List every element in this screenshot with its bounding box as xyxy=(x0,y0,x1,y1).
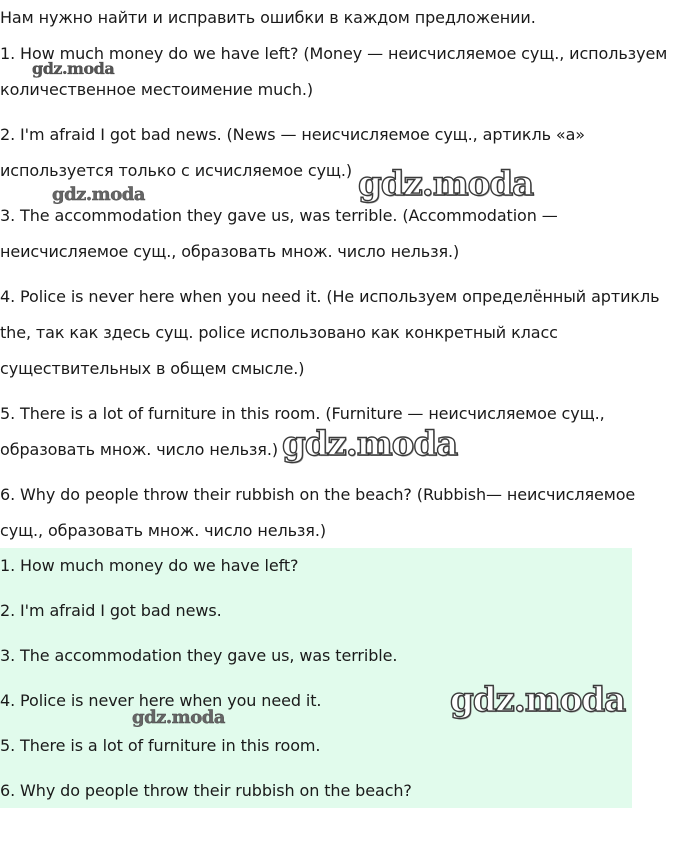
explanation-1-line-1: 1. How much money do we have left? (Money — неисчисляемое сущ., используем xyxy=(0,44,668,63)
explanation-4-line-1: 4. Police is never here when you need it. (Не используем определённый артикль xyxy=(0,287,660,306)
watermark-logo: gdz.moda xyxy=(282,424,458,464)
intro-text: Нам нужно найти и исправить ошибки в каждом предложении. xyxy=(0,8,536,27)
watermark-logo: gdz.moda xyxy=(52,184,145,205)
answer-5: 5. There is a lot of furniture in this room. xyxy=(0,736,321,755)
explanation-6-line-2: сущ., образовать множ. число нельзя.) xyxy=(0,521,326,540)
answer-4: 4. Police is never here when you need it. xyxy=(0,691,322,710)
watermark-logo: gdz.moda xyxy=(32,59,115,78)
watermark-logo: gdz.moda xyxy=(358,164,534,204)
answer-2: 2. I'm afraid I got bad news. xyxy=(0,601,222,620)
watermark-logo: gdz.moda xyxy=(132,707,225,728)
explanation-2-line-2: используется только с исчисляемое сущ.) xyxy=(0,161,353,180)
answer-3: 3. The accommodation they gave us, was terrible. xyxy=(0,646,398,665)
explanation-4-line-2: the, так как здесь сущ. police использовано как конкретный класс xyxy=(0,323,558,342)
answer-1: 1. How much money do we have left? xyxy=(0,556,299,575)
explanation-5-line-2: образовать множ. число нельзя.) xyxy=(0,440,278,459)
explanation-3-line-2: неисчисляемое сущ., образовать множ. число нельзя.) xyxy=(0,242,460,261)
explanation-5-line-1: 5. There is a lot of furniture in this room. (Furniture — неисчисляемое сущ., xyxy=(0,404,605,423)
watermark-logo: gdz.moda xyxy=(450,680,626,720)
explanation-4-line-3: существительных в общем смысле.) xyxy=(0,359,305,378)
answer-6: 6. Why do people throw their rubbish on the beach? xyxy=(0,781,412,800)
explanation-1-line-2: количественное местоимение much.) xyxy=(0,80,314,99)
explanation-2-line-1: 2. I'm afraid I got bad news. (News — неисчисляемое сущ., артикль «a» xyxy=(0,125,585,144)
answer-box xyxy=(0,548,632,808)
explanation-3-line-1: 3. The accommodation they gave us, was terrible. (Accommodation — xyxy=(0,206,558,225)
explanation-6-line-1: 6. Why do people throw their rubbish on the beach? (Rubbish— неисчисляемое xyxy=(0,485,636,504)
